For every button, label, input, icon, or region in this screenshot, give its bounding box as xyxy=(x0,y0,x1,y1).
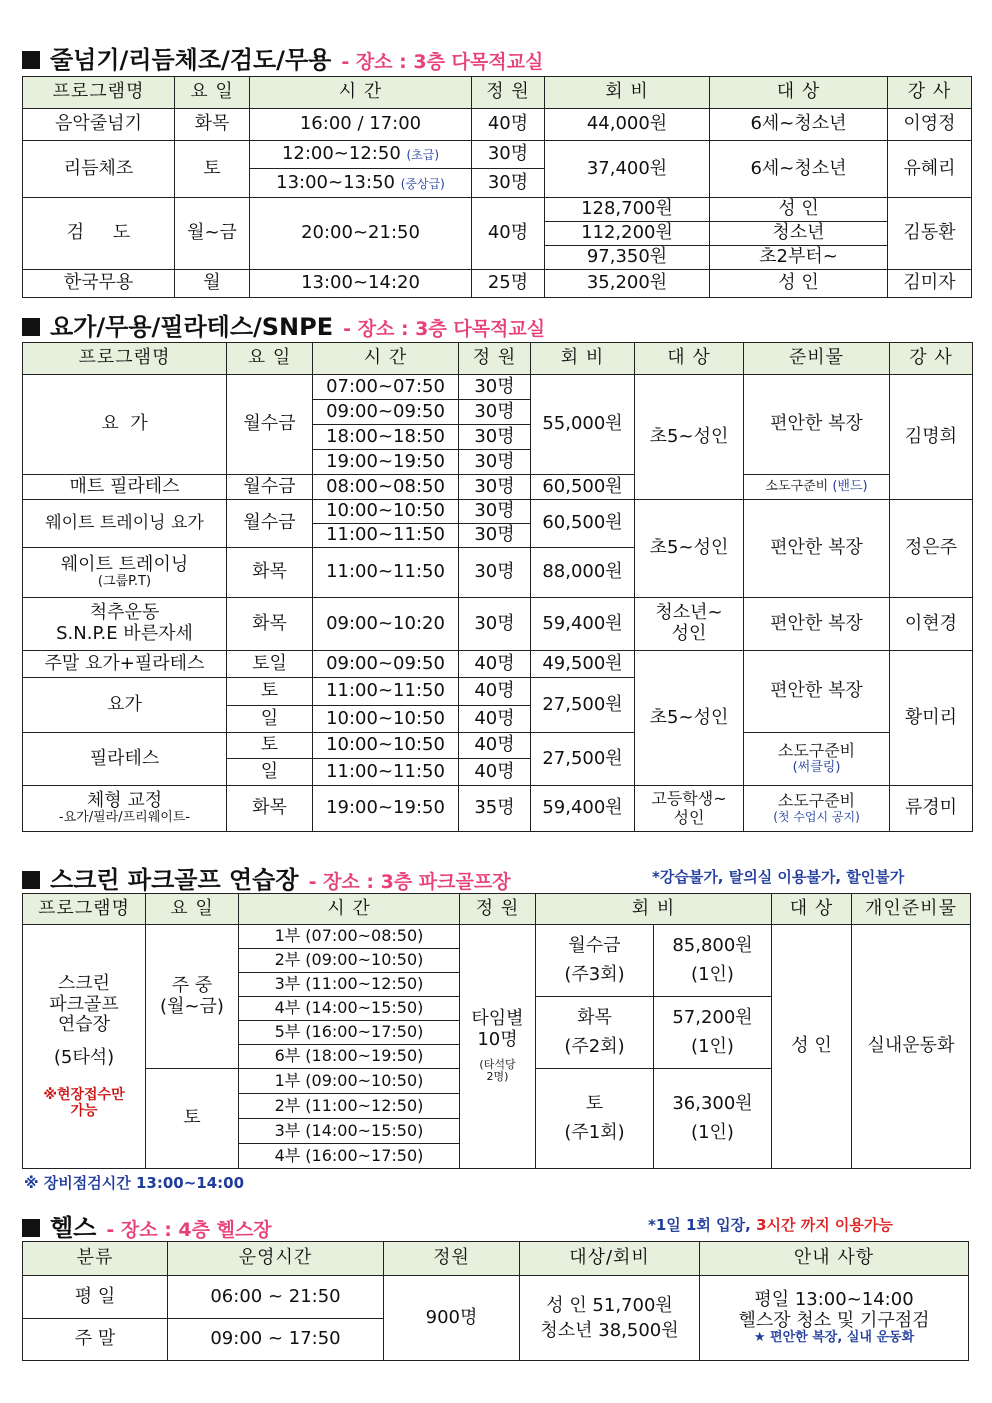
program-name: 웨이트 트레이닝 요가 xyxy=(23,500,227,548)
health-table xyxy=(22,1241,969,1361)
yoga-table xyxy=(22,342,973,832)
header-day: 요 일 xyxy=(227,343,313,375)
prep: 편안한 복장 xyxy=(744,651,890,733)
table-row xyxy=(23,1276,969,1319)
health-note xyxy=(648,1214,893,1235)
header-fee: 회 비 xyxy=(531,343,635,375)
time: 09:00~09:50 xyxy=(313,651,459,678)
table-row xyxy=(23,786,973,832)
program-name: 리듬체조 xyxy=(23,141,175,198)
program-name-line: 연습장 xyxy=(57,1014,111,1036)
fee: 112,200원 xyxy=(545,222,710,246)
capacity: 30명 xyxy=(459,524,531,548)
time: 11:00~11:50 xyxy=(313,759,459,786)
capacity: 30명 xyxy=(459,548,531,598)
fee: 49,500원 xyxy=(531,651,635,678)
info xyxy=(700,1276,969,1361)
program-name xyxy=(23,598,227,651)
capacity: 40명 xyxy=(459,759,531,786)
table-row xyxy=(23,141,972,169)
time: 20:00~21:50 xyxy=(250,198,472,270)
program-name xyxy=(23,548,227,598)
target: 성 인 xyxy=(772,925,852,1169)
fee: 35,200원 xyxy=(545,270,710,298)
capacity: 30명 xyxy=(459,425,531,450)
time: 13:00~14:20 xyxy=(250,270,472,298)
fee-plan: 화목 (주2회) xyxy=(536,997,654,1069)
time: 11:00~11:50 xyxy=(313,524,459,548)
day: 토 xyxy=(227,678,313,706)
table-row xyxy=(23,270,972,298)
category: 주 말 xyxy=(23,1319,168,1361)
section-title-jump xyxy=(22,40,543,75)
time xyxy=(250,141,472,169)
health-note-part: 까지 이용가능 xyxy=(800,1216,893,1234)
time: 4부 (16:00~17:50) xyxy=(239,1144,460,1169)
header-capacity: 정원 xyxy=(384,1242,520,1276)
section-title-text: 헬스 xyxy=(50,1214,97,1242)
time: 4부 (14:00~15:50) xyxy=(239,997,460,1021)
day: 월 xyxy=(175,270,250,298)
capacity: 30명 xyxy=(459,598,531,651)
fee: 97,350원 xyxy=(545,246,710,270)
prep xyxy=(744,786,890,832)
prep-note: (밴드) xyxy=(832,478,868,494)
time: 19:00~19:50 xyxy=(313,450,459,475)
header-info: 안내 사항 xyxy=(700,1242,969,1276)
program-name xyxy=(23,925,146,1169)
header-capacity: 정 원 xyxy=(460,894,536,925)
time: 3부 (14:00~15:50) xyxy=(239,1119,460,1144)
day: 월수금 xyxy=(227,475,313,500)
square-bullet-icon xyxy=(22,51,40,69)
day: 월수금 xyxy=(227,375,313,475)
program-name: 매트 필라테스 xyxy=(23,475,227,500)
capacity: 30명 xyxy=(459,400,531,425)
capacity: 30명 xyxy=(459,500,531,524)
fee: 55,000원 xyxy=(531,375,635,475)
time: 10:00~10:50 xyxy=(313,733,459,759)
prep xyxy=(744,733,890,786)
program-name-line: (5타석) xyxy=(53,1047,115,1069)
prep: 편안한 복장 xyxy=(744,500,890,598)
fee: 60,500원 xyxy=(531,475,635,500)
capacity: 30명 xyxy=(459,375,531,400)
equipment-check-note: ※ 장비점검시간 13:00~14:00 xyxy=(24,1174,245,1192)
day: 월수금 xyxy=(227,500,313,548)
hours: 09:00 ~ 17:50 xyxy=(168,1319,384,1361)
fee: 37,400원 xyxy=(545,141,710,198)
fee-plan: 월수금 (주3회) xyxy=(536,925,654,997)
time: 09:00~10:20 xyxy=(313,598,459,651)
program-sub: -요가/필라/프리웨이트- xyxy=(58,810,191,826)
prep: 실내운동화 xyxy=(852,925,971,1169)
time: 2부 (11:00~12:50) xyxy=(239,1094,460,1119)
day: 일 xyxy=(227,706,313,733)
header-capacity: 정 원 xyxy=(459,343,531,375)
table-row xyxy=(23,375,973,400)
onsite-notice: ※현장접수만 가능 xyxy=(43,1086,125,1119)
day: 월~금 xyxy=(175,198,250,270)
capacity: 30명 xyxy=(459,450,531,475)
header-category: 분류 xyxy=(23,1242,168,1276)
capacity: 40명 xyxy=(459,706,531,733)
time: 16:00 / 17:00 xyxy=(250,109,472,141)
program-name-text: 웨이트 트레이닝 xyxy=(60,553,189,575)
time: 10:00~10:50 xyxy=(313,500,459,524)
fee: 85,800원 (1인) xyxy=(654,925,772,997)
header-program: 프로그램명 xyxy=(23,343,227,375)
target: 6세~청소년 xyxy=(710,141,888,198)
day: 토 xyxy=(175,141,250,198)
header-target-fee: 대상/회비 xyxy=(520,1242,700,1276)
header-target: 대 상 xyxy=(710,77,888,109)
capacity-note: (타석당 2명) xyxy=(479,1057,516,1084)
header-prep: 개인준비물 xyxy=(852,894,971,925)
fee: 88,000원 xyxy=(531,548,635,598)
target: 고등학생~ 성인 xyxy=(635,786,744,832)
target: 6세~청소년 xyxy=(710,109,888,141)
header-capacity: 정 원 xyxy=(472,77,545,109)
parkgolf-table xyxy=(22,893,971,1169)
program-name: 요 가 xyxy=(23,375,227,475)
teacher: 유혜리 xyxy=(888,141,972,198)
header-teacher: 강 사 xyxy=(888,77,972,109)
level-note: (중상급) xyxy=(400,176,445,191)
section-location: - 장소 : 4층 헬스장 xyxy=(106,1219,272,1241)
header-hours: 운영시간 xyxy=(168,1242,384,1276)
time: 1부 (07:00~08:50) xyxy=(239,925,460,949)
program-name xyxy=(23,786,227,832)
capacity: 40명 xyxy=(459,678,531,706)
fee: 36,300원 (1인) xyxy=(654,1069,772,1169)
section-title-yoga xyxy=(22,307,545,342)
teacher: 김명희 xyxy=(890,375,973,500)
teacher: 이현경 xyxy=(890,598,973,651)
capacity: 35명 xyxy=(459,786,531,832)
header-program: 프로그램명 xyxy=(23,894,146,925)
teacher: 김미자 xyxy=(888,270,972,298)
header-target: 대 상 xyxy=(772,894,852,925)
fee: 44,000원 xyxy=(545,109,710,141)
jump-table xyxy=(22,76,972,298)
section-title-parkgolf xyxy=(22,860,511,895)
day: 화목 xyxy=(227,598,313,651)
time: 07:00~07:50 xyxy=(313,375,459,400)
time: 19:00~19:50 xyxy=(313,786,459,832)
time: 6부 (18:00~19:50) xyxy=(239,1045,460,1069)
table-row xyxy=(23,500,973,524)
target: 청소년 xyxy=(710,222,888,246)
fee: 60,500원 xyxy=(531,500,635,548)
table-row xyxy=(23,475,973,500)
target: 성 인 xyxy=(710,270,888,298)
program-name: 필라테스 xyxy=(23,733,227,786)
day: 토 xyxy=(227,733,313,759)
prep-text: 소도구준비 xyxy=(777,791,856,811)
program-name-line: 파크골프 xyxy=(49,993,119,1015)
day: 토일 xyxy=(227,651,313,678)
target: 초5~성인 xyxy=(635,651,744,786)
info-line: 헬스장 청소 및 기구점검 xyxy=(738,1309,930,1331)
time: 3부 (11:00~12:50) xyxy=(239,973,460,997)
parkgolf-note: *강습불가, 탈의실 이용불가, 할인불가 xyxy=(652,868,905,886)
capacity: 30명 xyxy=(472,141,545,169)
time xyxy=(250,169,472,198)
section-title-text: 요가/무용/필라테스/SNPE xyxy=(50,313,334,341)
header-day: 요 일 xyxy=(146,894,239,925)
category: 평 일 xyxy=(23,1276,168,1319)
fee: 128,700원 xyxy=(545,198,710,222)
capacity: 40명 xyxy=(459,733,531,759)
target: 초5~성인 xyxy=(635,375,744,500)
fee: 59,400원 xyxy=(531,598,635,651)
info-line: 평일 13:00~14:00 xyxy=(754,1288,914,1310)
program-name: 주말 요가+필라테스 xyxy=(23,651,227,678)
prep-text: 소도구준비 xyxy=(765,478,829,494)
capacity: 30명 xyxy=(472,169,545,198)
section-location: - 장소 : 3층 다목적교실 xyxy=(343,318,546,340)
time: 1부 (09:00~10:50) xyxy=(239,1069,460,1094)
target: 초2부터~ xyxy=(710,246,888,270)
program-sub: S.N.P.E 바른자세 xyxy=(56,623,193,644)
prep-note: (첫 수업시 공지) xyxy=(773,809,860,824)
header-prep: 준비물 xyxy=(744,343,890,375)
target: 청소년~ 성인 xyxy=(635,598,744,651)
day: 화목 xyxy=(227,548,313,598)
section-location: - 장소 : 3층 파크골프장 xyxy=(308,871,511,893)
table-row xyxy=(23,198,972,222)
header-time: 시 간 xyxy=(239,894,460,925)
table-row xyxy=(23,109,972,141)
prep: 편안한 복장 xyxy=(744,598,890,651)
teacher: 이영정 xyxy=(888,109,972,141)
program-name: 음악줄넘기 xyxy=(23,109,175,141)
time: 11:00~11:50 xyxy=(313,548,459,598)
capacity-text: 타임별 10명 xyxy=(471,1008,524,1050)
fee: 59,400원 xyxy=(531,786,635,832)
prep-note: (써클링) xyxy=(792,759,841,775)
target: 성 인 xyxy=(710,198,888,222)
program-name-text: 체형 교정 xyxy=(86,789,163,811)
time-value: 13:00~13:50 xyxy=(276,171,395,193)
header-time: 시 간 xyxy=(313,343,459,375)
header-teacher: 강 사 xyxy=(890,343,973,375)
teacher: 황미리 xyxy=(890,651,973,786)
teacher: 김동환 xyxy=(888,198,972,270)
day: 토 xyxy=(146,1069,239,1169)
day: 일 xyxy=(227,759,313,786)
time: 08:00~08:50 xyxy=(313,475,459,500)
header-fee: 회 비 xyxy=(536,894,772,925)
info-note: ★ 편안한 복장, 실내 운동화 xyxy=(753,1330,915,1346)
fee-plan: 토 (주1회) xyxy=(536,1069,654,1169)
day: 화목 xyxy=(227,786,313,832)
time: 2부 (09:00~10:50) xyxy=(239,949,460,973)
prep xyxy=(744,475,890,500)
program-sub: (그룹P.T) xyxy=(97,574,152,590)
time: 18:00~18:50 xyxy=(313,425,459,450)
health-note-part: *1일 1회 입장, xyxy=(648,1216,751,1234)
capacity: 40명 xyxy=(459,651,531,678)
square-bullet-icon xyxy=(22,318,40,336)
time: 09:00~09:50 xyxy=(313,400,459,425)
fee: 성 인 51,700원 청소년 38,500원 xyxy=(520,1276,700,1361)
capacity: 40명 xyxy=(472,109,545,141)
capacity: 40명 xyxy=(472,198,545,270)
section-title-text: 줄넘기/리듬체조/검도/무용 xyxy=(50,46,332,74)
fee: 27,500원 xyxy=(531,678,635,733)
teacher: 류경미 xyxy=(890,786,973,832)
target: 초5~성인 xyxy=(635,500,744,598)
header-fee: 회 비 xyxy=(545,77,710,109)
table-row xyxy=(23,598,973,651)
table-row xyxy=(23,925,971,949)
time-value: 12:00~12:50 xyxy=(281,143,401,165)
program-name-line: 스크린 xyxy=(57,973,111,995)
square-bullet-icon xyxy=(22,1219,40,1237)
table-row xyxy=(23,733,973,759)
capacity xyxy=(460,925,536,1169)
day: 화목 xyxy=(175,109,250,141)
fee: 57,200원 (1인) xyxy=(654,997,772,1069)
section-title-text: 스크린 파크골프 연습장 xyxy=(50,866,299,894)
section-title-health xyxy=(22,1208,272,1243)
header-program: 프로그램명 xyxy=(23,77,175,109)
level-note: (초급) xyxy=(406,148,440,163)
capacity: 25명 xyxy=(472,270,545,298)
capacity: 30명 xyxy=(459,475,531,500)
time: 11:00~11:50 xyxy=(313,678,459,706)
header-day: 요 일 xyxy=(175,77,250,109)
header-target: 대 상 xyxy=(635,343,744,375)
time: 10:00~10:50 xyxy=(313,706,459,733)
teacher: 정은주 xyxy=(890,500,973,598)
hours: 06:00 ~ 21:50 xyxy=(168,1276,384,1319)
program-name: 검 도 xyxy=(23,198,175,270)
program-name: 요가 xyxy=(23,678,227,733)
day: 주 중 (월~금) xyxy=(146,925,239,1069)
program-name: 한국무용 xyxy=(23,270,175,298)
capacity: 900명 xyxy=(384,1276,520,1361)
time: 5부 (16:00~17:50) xyxy=(239,1021,460,1045)
header-time: 시 간 xyxy=(250,77,472,109)
table-row xyxy=(23,651,973,678)
health-note-highlight: 3시간 xyxy=(756,1216,796,1234)
section-location: - 장소 : 3층 다목적교실 xyxy=(341,51,544,73)
program-name-text: 척추운동 xyxy=(89,602,160,624)
square-bullet-icon xyxy=(22,871,40,889)
fee: 27,500원 xyxy=(531,733,635,786)
prep: 편안한 복장 xyxy=(744,375,890,475)
prep-text: 소도구준비 xyxy=(777,741,856,761)
